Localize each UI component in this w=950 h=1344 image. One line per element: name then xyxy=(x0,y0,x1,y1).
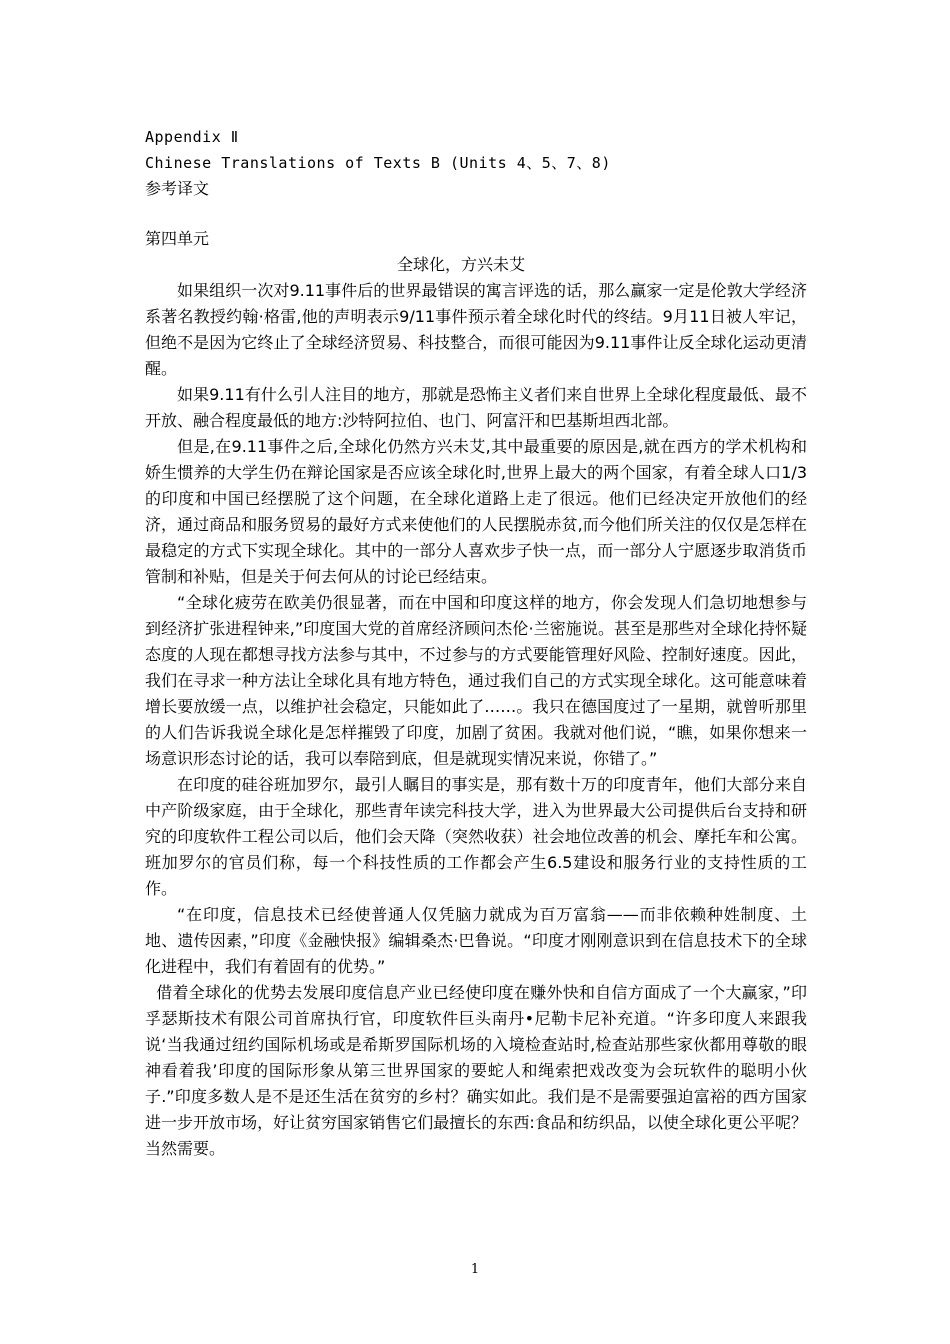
paragraph: 在印度的硅谷班加罗尔，最引人瞩目的事实是，那有数十万的印度青年，他们大部分来自中产阶级家庭，由于全球化，那些青年读完科技大学，进入为世界最大公司提供后台支持和研究的印度软件工程公司以后，他们会天降（突然收获）社会地位改善的机会、摩托车和公寓。班加罗尔的官员们称，每一个科技性质的工作都会产生6.5建设和服务行业的支持性质的工作。 xyxy=(145,775,807,898)
reference-translation-label: 参考译文 xyxy=(145,179,210,198)
paragraph: “全球化疲劳在欧美仍很显著，而在中国和印度这样的地方，你会发现人们急切地想参与到经济扩张进程钟来,”印度国大党的首席经济顾问杰伦·兰密施说。甚至是那些对全球化持怀疑态度的人现在都想寻找方法参与其中，不过参与的方式要能管理好风险、控制好速度。因此，我们在寻求一种方法让全球化具有地方特色，通过我们自己的方式实现全球化。这可能意味着增长要放缓一点，以维护社会稳定，只能如此了……。我只在德国度过了一星期，就曾听那里的人们告诉我说全球化是怎样摧毁了印度，加剧了贫困。我就对他们说，“瞧，如果你想来一场意识形态讨论的话，我可以奉陪到底，但是就现实情况来说，你错了。” xyxy=(145,593,807,768)
unit-label: 第四单元 xyxy=(145,229,210,248)
paragraph: 如果9.11有什么引人注目的地方，那就是恐怖主义者们来自世界上全球化程度最低、最不开放、融合程度最低的地方:沙特阿拉伯、也门、阿富汗和巴基斯坦西北部。 xyxy=(145,385,807,430)
paragraph: 借着全球化的优势去发展印度信息产业已经使印度在赚外快和自信方面成了一个大赢家，”印孚瑟斯技术有限公司首席执行官，印度软件巨头南丹•尼勒卡尼补充道。“许多印度人来跟我说‘当我通过纽约国际机场或是希斯罗国际机场的入境检查站时,检查站那些家伙都用尊敬的眼神看着我’印度的国际形象从第三世界国家的要蛇人和绳索把戏改变为会玩软件的聪明小伙子.”印度多数人是不是还生活在贫穷的乡村？确实如此。我们是不是需要强迫富裕的西方国家进一步开放市场，好让贫穷国家销售它们最擅长的东西:食品和纺织品，以使全球化更公平呢？当然需要。 xyxy=(145,983,807,1158)
page-number: 1 xyxy=(470,1262,480,1277)
appendix-subtitle: Chinese Translations of Texts B (Units 4、5、7、8) xyxy=(145,154,611,172)
paragraph: “在印度，信息技术已经使普通人仅凭脑力就成为百万富翁——而非依赖种姓制度、土地、遗传因素，”印度《金融快报》编辑桑杰·巴鲁说。“印度才刚刚意识到在信息技术下的全球化进程中，我们有着固有的优势。” xyxy=(145,905,807,976)
unit-section xyxy=(145,226,807,1162)
document-header xyxy=(145,124,807,202)
paragraph: 如果组织一次对9.11事件后的世界最错误的寓言评选的话，那么赢家一定是伦敦大学经济系著名教授约翰·格雷,他的声明表示9/11事件预示着全球化时代的终结。9月11日被人牢记，但绝不是因为它终止了全球经济贸易、科技整合，而很可能因为9.11事件让反全球化运动更清醒。 xyxy=(145,281,807,378)
appendix-label: Appendix Ⅱ xyxy=(145,128,239,146)
paragraph: 但是,在9.11事件之后,全球化仍然方兴未艾,其中最重要的原因是,就在西方的学术机构和娇生惯养的大学生仍在辩论国家是否应该全球化时,世界上最大的两个国家，有着全球人口1/3的印度和中国已经摆脱了这个问题，在全球化道路上走了很远。他们已经决定开放他们的经济，通过商品和服务贸易的最好方式来使他们的人民摆脱赤贫,而今他们所关注的仅仅是怎样在最稳定的方式下实现全球化。其中的一部分人喜欢步子快一点，而一部分人宁愿逐步取消货币管制和补贴，但是关于何去何从的讨论已经结束。 xyxy=(145,437,807,586)
article-title: 全球化，方兴未艾 xyxy=(396,255,525,274)
